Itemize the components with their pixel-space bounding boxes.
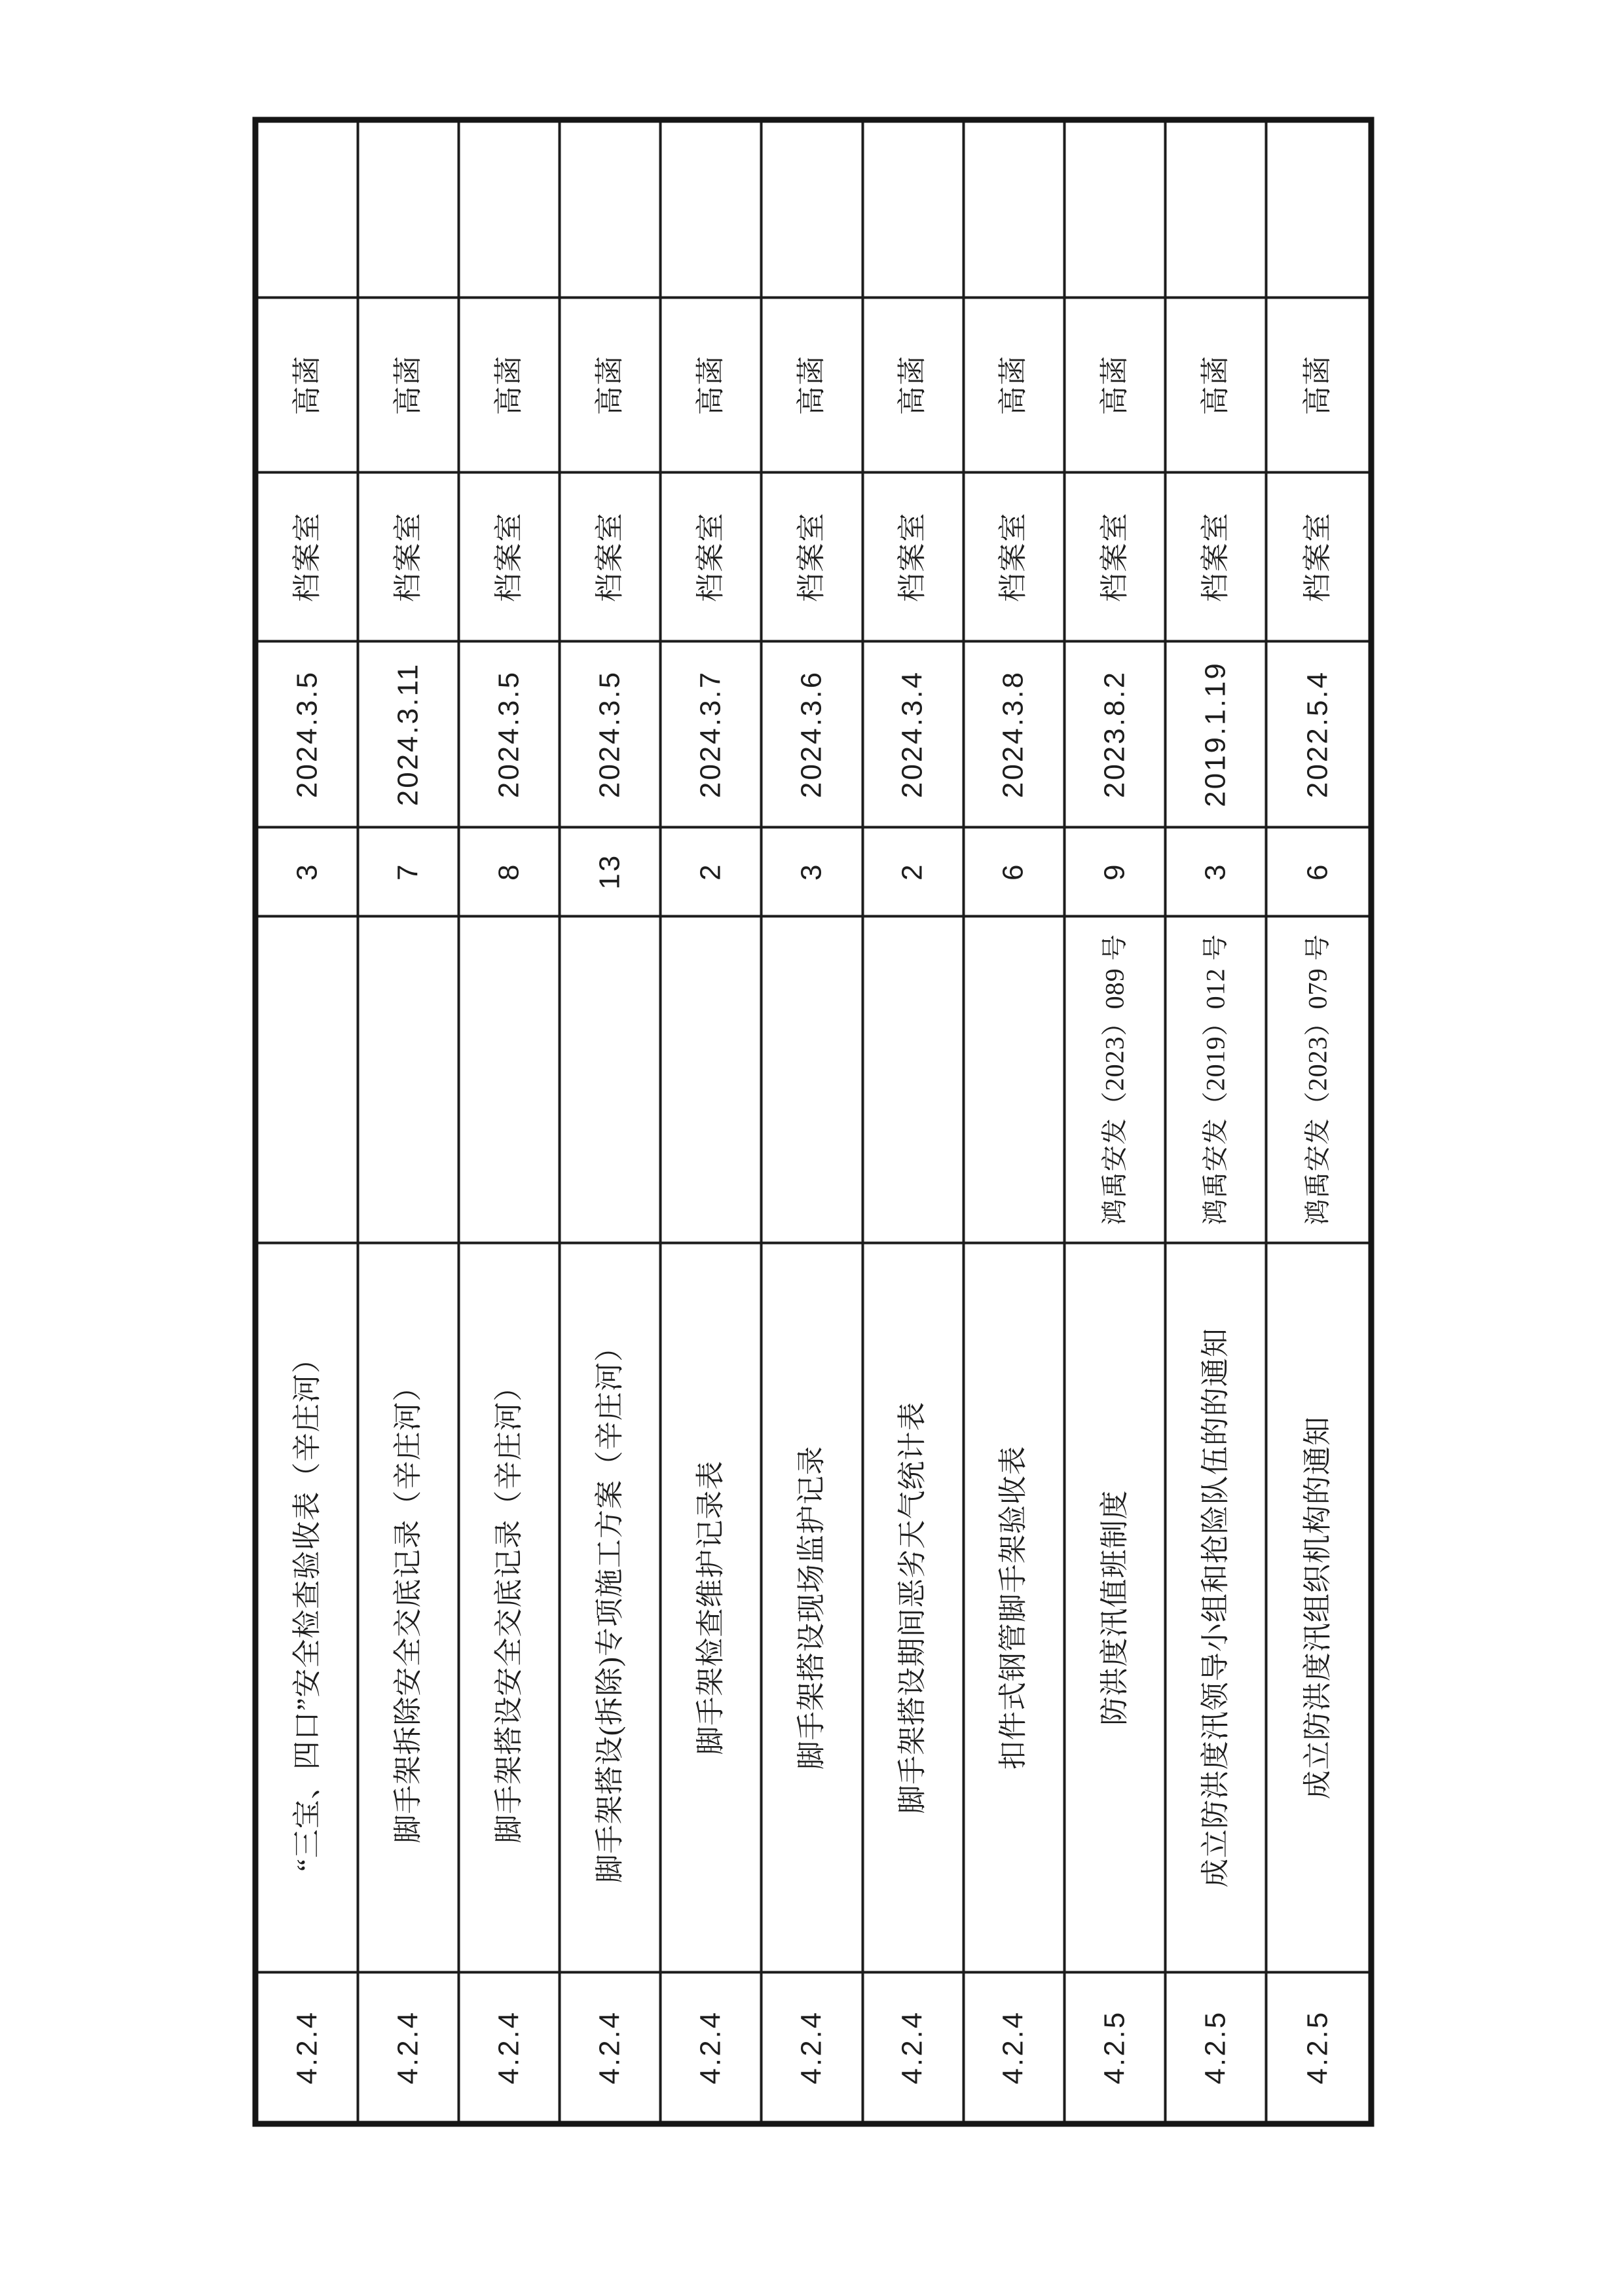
cell-remark [1065,122,1166,296]
document-title-text: 防洪度汛值班制度 [1098,1489,1130,1726]
filing-date-text: 2024.3.7 [694,670,727,798]
handler-name-text: 高菡 [593,354,626,415]
cell-archive-code [965,1971,1065,2121]
archive-code-text: 4.2.5 [1098,2010,1130,2085]
cell-page-count [1267,826,1368,915]
cell-filing-date [1065,640,1166,825]
cell-remark [359,122,460,296]
document-title-text: 脚手架拆除安全交底记录（辛庄河） [391,1372,424,1844]
cell-storage-location [359,471,460,640]
storage-location-text: 档案室 [1301,511,1333,602]
cell-document-title [1166,1241,1267,1971]
filing-date-text: 2023.8.2 [1098,670,1130,798]
document-title-text: 脚手架搭设期间恶劣天气统计表 [896,1401,929,1814]
page-count-text: 9 [1098,862,1130,881]
cell-page-count [762,826,863,915]
filing-date-text: 2022.5.4 [1301,670,1333,798]
cell-filing-date [965,640,1065,825]
handler-name-text: 高菡 [492,354,525,415]
handler-name-text: 高菡 [795,354,828,415]
cell-page-count [1065,826,1166,915]
cell-storage-location [258,471,359,640]
storage-location-text: 档案室 [593,511,626,602]
archive-code-text: 4.2.4 [694,2010,727,2085]
cell-archive-code [1065,1971,1166,2121]
cell-storage-location [460,471,561,640]
archive-table [252,117,1374,2126]
page-count-text: 13 [593,853,626,890]
cell-handler-name [965,296,1065,470]
cell-handler-name [1065,296,1166,470]
archive-code-text: 4.2.4 [997,2010,1029,2085]
document-title-text: “三宝、四口”安全检查验收表（辛庄河） [290,1343,323,1872]
cell-remark [561,122,661,296]
handler-name-text: 高菡 [391,354,424,415]
cell-page-count [965,826,1065,915]
rotated-table-layer [252,117,1374,2126]
cell-remark [460,122,561,296]
storage-location-text: 档案室 [492,511,525,602]
cell-document-number [359,915,460,1241]
cell-document-title [1267,1241,1368,1971]
cell-filing-date [864,640,965,825]
storage-location-text: 档案室 [694,511,727,602]
cell-page-count [561,826,661,915]
cell-storage-location [864,471,965,640]
document-number-text: 鸿禹安发（2023）079 号 [1302,933,1332,1225]
handler-name-text: 高菡 [290,354,323,415]
cell-filing-date [1166,640,1267,825]
cell-storage-location [1166,471,1267,640]
cell-handler-name [258,296,359,470]
filing-date-text: 2024.3.6 [795,670,828,798]
storage-location-text: 档案室 [290,511,323,602]
document-title-text: 成立防洪度汛组织机构的通知 [1301,1415,1333,1799]
cell-remark [1166,122,1267,296]
document-number-text: 鸿禹安发（2023）089 号 [1099,933,1129,1225]
cell-filing-date [762,640,863,825]
cell-archive-code [258,1971,359,2121]
document-title-text: 脚手架搭设安全交底记录（辛庄河） [492,1372,525,1844]
cell-page-count [460,826,561,915]
archive-code-text: 4.2.4 [896,2010,929,2085]
cell-document-number [1065,915,1166,1241]
archive-code-text: 4.2.4 [391,2010,424,2085]
cell-document-number [561,915,661,1241]
cell-filing-date [460,640,561,825]
filing-date-text: 2024.3.4 [896,670,929,798]
cell-storage-location [762,471,863,640]
handler-name-text: 高菡 [1301,354,1333,415]
cell-filing-date [661,640,762,825]
cell-document-title [561,1241,661,1971]
document-title-text: 扣件式钢管脚手架验收表 [997,1445,1029,1770]
cell-document-number [1267,915,1368,1241]
cell-document-title [762,1241,863,1971]
cell-archive-code [1166,1971,1267,2121]
cell-archive-code [762,1971,863,2121]
cell-filing-date [359,640,460,825]
cell-remark [661,122,762,296]
archive-code-text: 4.2.5 [1301,2010,1333,2085]
cell-document-title [460,1241,561,1971]
cell-storage-location [1267,471,1368,640]
archive-code-text: 4.2.4 [492,2010,525,2085]
storage-location-text: 档案室 [1198,511,1231,602]
cell-remark [965,122,1065,296]
cell-handler-name [864,296,965,470]
cell-document-number [1166,915,1267,1241]
cell-handler-name [359,296,460,470]
cell-document-number [864,915,965,1241]
page-count-text: 6 [1301,862,1333,881]
page-count-text: 3 [795,862,828,881]
cell-archive-code [460,1971,561,2121]
cell-storage-location [561,471,661,640]
cell-handler-name [1166,296,1267,470]
cell-handler-name [661,296,762,470]
cell-storage-location [965,471,1065,640]
document-title-text: 脚手架检查维护记录表 [694,1460,727,1755]
page-count-text: 3 [290,862,323,881]
page-count-text: 7 [391,862,424,881]
cell-handler-name [762,296,863,470]
cell-handler-name [561,296,661,470]
handler-name-text: 高菡 [694,354,727,415]
cell-handler-name [1267,296,1368,470]
cell-document-title [661,1241,762,1971]
archive-code-text: 4.2.4 [593,2010,626,2085]
storage-location-text: 档案室 [391,511,424,602]
handler-name-text: 高菡 [896,354,929,415]
cell-storage-location [661,471,762,640]
cell-archive-code [359,1971,460,2121]
cell-document-number [965,915,1065,1241]
cell-document-title [864,1241,965,1971]
document-title-text: 脚手架搭设(拆除)专项施工方案（辛庄河） [593,1332,626,1883]
document-number-text: 鸿禹安发（2019）012 号 [1200,933,1230,1225]
page-count-text: 6 [997,862,1029,881]
cell-filing-date [1267,640,1368,825]
document-title-text: 成立防洪度汛领导小组和抢险队伍的的通知 [1198,1327,1231,1887]
cell-archive-code [661,1971,762,2121]
storage-location-text: 档案室 [997,511,1029,602]
cell-document-number [762,915,863,1241]
page-count-text: 8 [492,862,525,881]
cell-filing-date [258,640,359,825]
archive-code-text: 4.2.4 [795,2010,828,2085]
cell-remark [1267,122,1368,296]
handler-name-text: 高菡 [1198,354,1231,415]
cell-document-number [661,915,762,1241]
cell-document-title [1065,1241,1166,1971]
handler-name-text: 高菡 [1098,354,1130,415]
filing-date-text: 2024.3.11 [391,662,424,806]
cell-document-number [258,915,359,1241]
cell-archive-code [561,1971,661,2121]
storage-location-text: 档案室 [795,511,828,602]
archive-code-text: 4.2.4 [290,2010,323,2085]
cell-remark [762,122,863,296]
page-count-text: 3 [1198,862,1231,881]
cell-page-count [359,826,460,915]
page-count-text: 2 [896,862,929,881]
storage-location-text: 档案室 [1098,511,1130,602]
cell-page-count [258,826,359,915]
cell-document-title [258,1241,359,1971]
document-title-text: 脚手架搭设现场监护记录 [795,1445,828,1770]
cell-remark [258,122,359,296]
cell-page-count [661,826,762,915]
filing-date-text: 2024.3.5 [492,670,525,798]
cell-document-number [460,915,561,1241]
archive-code-text: 4.2.5 [1198,2010,1231,2085]
cell-filing-date [561,640,661,825]
handler-name-text: 高菡 [997,354,1029,415]
cell-document-title [965,1241,1065,1971]
cell-handler-name [460,296,561,470]
cell-archive-code [864,1971,965,2121]
filing-date-text: 2024.3.8 [997,670,1029,798]
page-count-text: 2 [694,862,727,881]
cell-page-count [864,826,965,915]
filing-date-text: 2019.1.19 [1198,661,1231,807]
cell-storage-location [1065,471,1166,640]
storage-location-text: 档案室 [896,511,929,602]
cell-page-count [1166,826,1267,915]
filing-date-text: 2024.3.5 [290,670,323,798]
cell-archive-code [1267,1971,1368,2121]
filing-date-text: 2024.3.5 [593,670,626,798]
cell-remark [864,122,965,296]
cell-document-title [359,1241,460,1971]
